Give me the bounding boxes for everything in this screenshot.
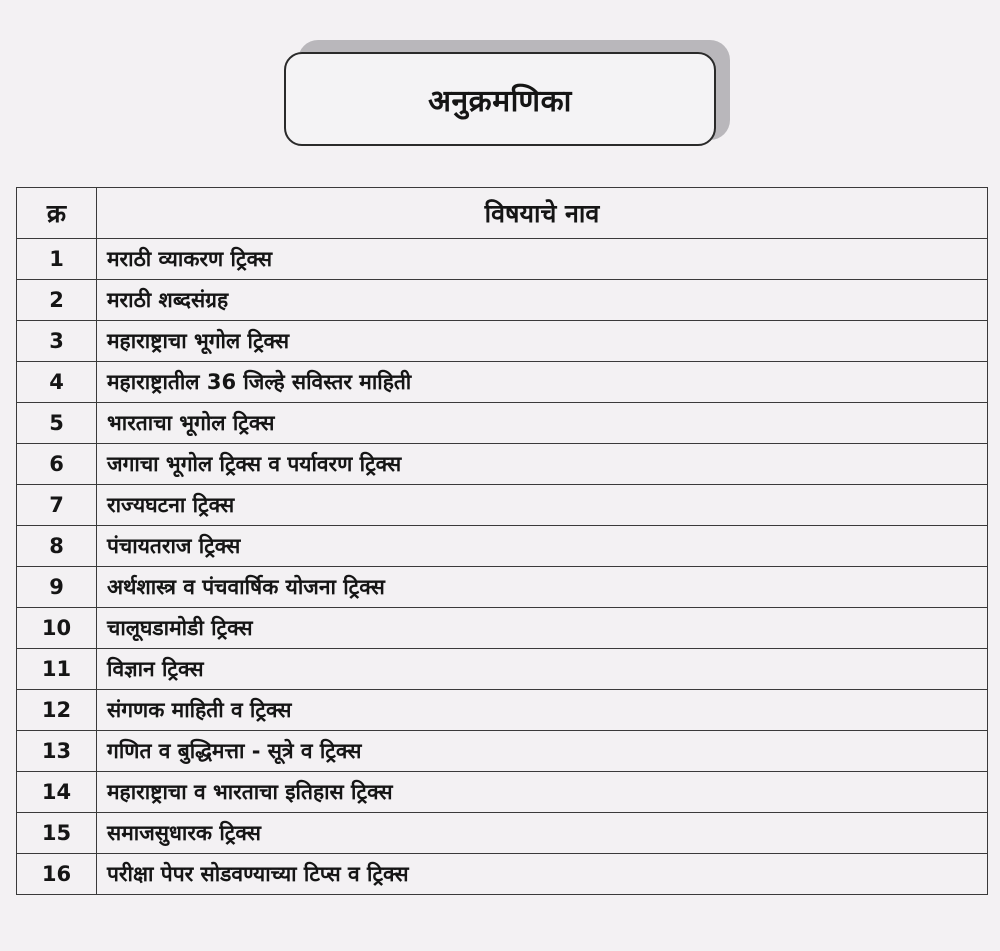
table-row	[17, 239, 988, 280]
table-row	[17, 731, 988, 772]
table-row	[17, 321, 988, 362]
row-number: 10	[17, 608, 97, 649]
subject-name: अर्थशास्त्र व पंचवार्षिक योजना ट्रिक्स	[97, 567, 988, 608]
table-header-row	[17, 188, 988, 239]
row-number: 4	[17, 362, 97, 403]
contents-table	[16, 187, 988, 895]
subject-name: जगाचा भूगोल ट्रिक्स व पर्यावरण ट्रिक्स	[97, 444, 988, 485]
subject-name: समाजसुधारक ट्रिक्स	[97, 813, 988, 854]
table-row	[17, 485, 988, 526]
subject-name: गणित व बुद्धिमत्ता - सूत्रे व ट्रिक्स	[97, 731, 988, 772]
table-row	[17, 690, 988, 731]
subject-name: विज्ञान ट्रिक्स	[97, 649, 988, 690]
column-header-number: क्र	[17, 188, 97, 239]
subject-name: राज्यघटना ट्रिक्स	[97, 485, 988, 526]
row-number: 15	[17, 813, 97, 854]
row-number: 6	[17, 444, 97, 485]
row-number: 14	[17, 772, 97, 813]
row-number: 13	[17, 731, 97, 772]
row-number: 12	[17, 690, 97, 731]
table-row	[17, 854, 988, 895]
column-header-subject: विषयाचे नाव	[97, 188, 988, 239]
subject-name: पंचायतराज ट्रिक्स	[97, 526, 988, 567]
table-row	[17, 403, 988, 444]
subject-name: महाराष्ट्रातील 36 जिल्हे सविस्तर माहिती	[97, 362, 988, 403]
row-number: 11	[17, 649, 97, 690]
table-row	[17, 813, 988, 854]
table-body	[17, 239, 988, 895]
subject-name: मराठी व्याकरण ट्रिक्स	[97, 239, 988, 280]
subject-name: भारताचा भूगोल ट्रिक्स	[97, 403, 988, 444]
row-number: 9	[17, 567, 97, 608]
table-row	[17, 649, 988, 690]
row-number: 16	[17, 854, 97, 895]
row-number: 1	[17, 239, 97, 280]
subject-name: चालूघडामोडी ट्रिक्स	[97, 608, 988, 649]
row-number: 2	[17, 280, 97, 321]
row-number: 3	[17, 321, 97, 362]
row-number: 7	[17, 485, 97, 526]
subject-name: संगणक माहिती व ट्रिक्स	[97, 690, 988, 731]
subject-name: महाराष्ट्राचा भूगोल ट्रिक्स	[97, 321, 988, 362]
table-row	[17, 567, 988, 608]
table-row	[17, 444, 988, 485]
table-row	[17, 608, 988, 649]
table-row	[17, 526, 988, 567]
subject-name: महाराष्ट्राचा व भारताचा इतिहास ट्रिक्स	[97, 772, 988, 813]
table-row	[17, 362, 988, 403]
row-number: 8	[17, 526, 97, 567]
title-box	[284, 52, 716, 146]
table-row	[17, 772, 988, 813]
page-title: अनुक्रमणिका	[428, 83, 572, 119]
subject-name: मराठी शब्दसंग्रह	[97, 280, 988, 321]
subject-name: परीक्षा पेपर सोडवण्याच्या टिप्स व ट्रिक्स	[97, 854, 988, 895]
row-number: 5	[17, 403, 97, 444]
table-row	[17, 280, 988, 321]
